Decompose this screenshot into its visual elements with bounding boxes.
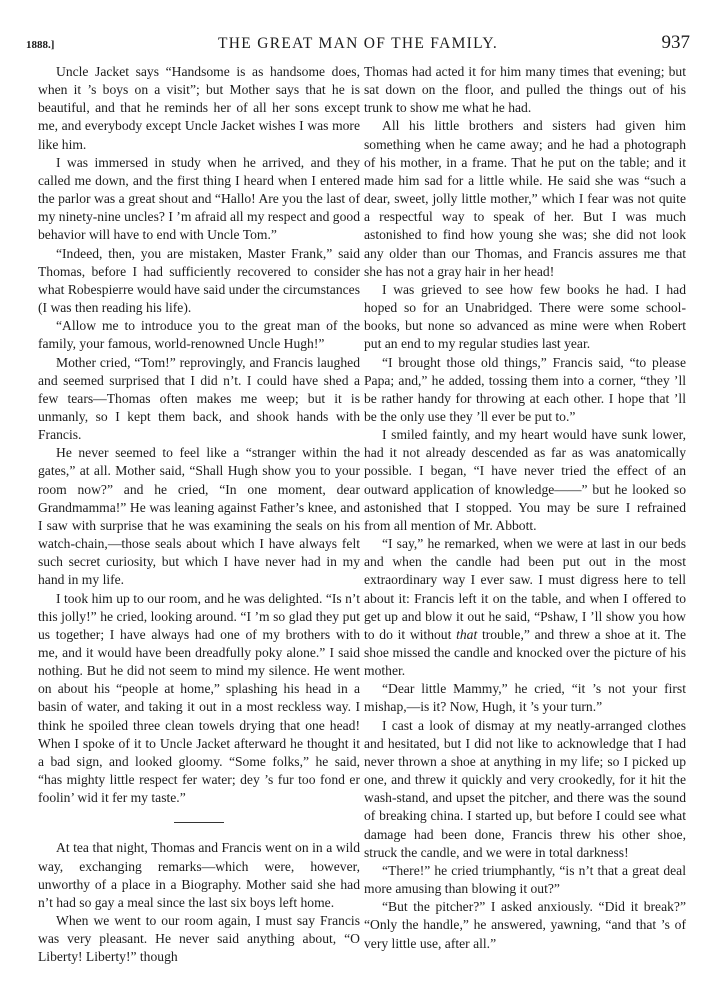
right-column [364,63,686,953]
paragraph: I smiled faintly, and my heart would have sunk lower, had it not already descended as far as was anatomically possible. I began, “I have never tried the effect of an outward application of knowledge——” but he looked so astonished that I stopped. You may be sure I refrained from all mention of Mr. Abbott. [364,427,686,533]
paragraph: “I brought those old things,” Francis said, “to please Papa; and,” he added, tossing them into a corner, “they ’ll be rather handy for throwing at each other. I hope that ’ll be the only use they ’ll ever be put to.” [364,354,686,424]
paragraph [364,535,686,680]
italic-word: that [456,626,478,642]
page-number: 937 [661,32,690,53]
paragraph: “There!” he cried triumphantly, “is n’t that a great deal more amusing than blowing it out?” [364,862,686,897]
paragraph: I was immersed in study when he arrived, and they called me down, and the first thing I heard when I entered the parlor was a great shout and “Hallo! Are you the last of my ninety-nine uncles? I ’m afraid all my respect and good behavior will have to end with Uncle Tom.” [38,154,360,243]
text-run: “I say,” he remarked, when we were at last in our beds and when the candle had been put out in the most extraordinary way I ever saw. I must digress here to tell about it: Francis left it on the table, and when I offered to get up and blow it out he said, “Pshaw, I ’ll show you how to do it without [364,536,686,642]
left-column [38,63,360,967]
paragraph: When we went to our room again, I must say Francis was very pleasant. He never said anything about, “O Liberty! Liberty!” though [38,913,360,965]
paragraph: He never seemed to feel like a “stranger within the gates,” at all. Mother said, “Shall Hugh show you to your room now?” and he cried, “In one moment, dear Grandmamma!” He was leaning against Father’s knee, and I saw with surprise that he was examining the seals on his watch-chain,—those seals about which I have always felt such secret curiosity, but which I have never had in my hand in my life. [38,445,360,588]
section-divider [174,822,224,823]
paragraph: I took him up to our room, and he was delighted. “Is n’t this jolly!” he cried, looking around. “I ’m so glad they put us together; I have always had one of my brothers with me, and it would have been dreadfully poky alone.” I said nothing. But he did not seem to mind my silence. He went on about his “people at home,” splashing his head in a basin of water, and taking it out in a most reckless way. I think he spoiled three clean towels drying that one head! When I spoke of it to Uncle Jacket afterward he thought it a bad sign, and looked gloomy. “Some folks,” he said, “has mighty little respect fer water; dey ’s fur too fond er foolin’ wid it fer my taste.” [38,590,360,806]
paragraph: “Dear little Mammy,” he cried, “it ’s not your first mishap,—is it? Now, Hugh, it ’s your turn.” [364,681,686,715]
paragraph: “But the pitcher?” I asked anxiously. “Did it break?” “Only the handle,” he answered, yawning, “and that ’s of very little use, after all.” [364,899,686,951]
running-title: THE GREAT MAN OF THE FAMILY. [218,35,498,52]
page-header [26,32,690,56]
paragraph: Mother cried, “Tom!” reprovingly, and Francis laughed and seemed surprised that I did n’t. I could have shed a few tears—Thomas often makes me weep; but it is unmanly, so I kept them back, and shook hands with Francis. [38,354,360,443]
paragraph: I cast a look of dismay at my neatly-arranged clothes and hesitated, but I did not like to acknowledge that I had never thrown a shoe at anything in my life; so I picked up one, and threw it quickly and very crookedly, for it hit the wash-stand, and upset the pitcher, and there was the sound of breaking china. I started up, but before I could see what damage had been done, Francis threw his other shoe, struck the candle, and we were in total darkness! [364,717,686,860]
paragraph: All his little brothers and sisters had given him something when he came away; and he had a photograph of his mother, in a frame. That he put on the table; and it made him sad for a little while. He said she was “such a dear, sweet, jolly little mother,” which I fear was not quite a respectful way to speak of her. But I was much astonished to find how young she was; she did not look any older than our Thomas, and Francis assures me that she has not a gray hair in her head! [364,118,686,279]
paragraph-continuation: Thomas had acted it for him many times that evening; but sat down on the floor, and pulled the things out of his trunk to show me what he had. [364,64,686,116]
paragraph: “Allow me to introduce you to the great man of the family, your famous, world-renowned Uncle Hugh!” [38,318,360,352]
header-date: 1888.] [26,39,55,51]
paragraph: I was grieved to see how few books he had. I had hoped so for an Unabridged. There were some school-books, but none so advanced as mine were when Robert put an end to my regular studies last year. [364,281,686,352]
paragraph: “Indeed, then, you are mistaken, Master Frank,” said Thomas, before I had sufficiently recovered to consider what Robespierre would have said under the circumstances (I was then reading his life). [38,245,360,316]
paragraph: At tea that night, Thomas and Francis went on in a wild way, exchanging remarks—which were, however, unworthy of a place in a Biography. Mother said she had n’t had so gay a meal since the last six boys left home. [38,840,360,910]
text-run: trouble,” and threw a shoe at it. The shoe missed the candle and knocked over the picture of his mother. [364,626,686,679]
paragraph: Uncle Jacket says “Handsome is as handsome does, when it ’s boys on a visit”; but Mother says that he is beautiful, and that he reminds her of all her sons except me, and everybody except Uncle Jacket wishes I was more like him. [38,64,360,152]
